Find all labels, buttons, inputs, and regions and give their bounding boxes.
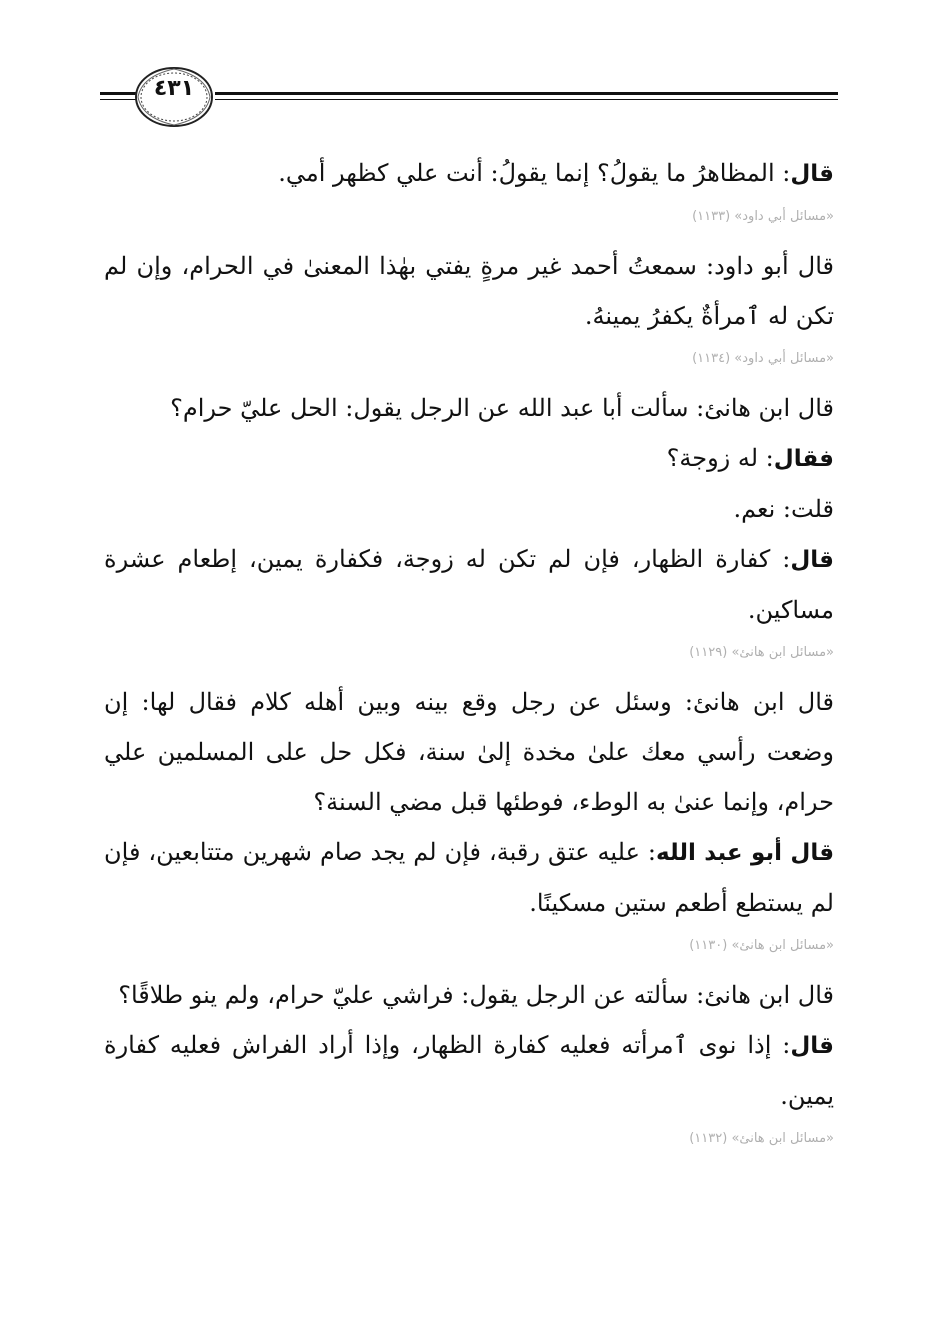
paragraph-text: قال أبو داود: سمعتُ أحمد غير مرةٍ يفتي بهٰذا المعنىٰ في الحرام، وإن لم تكن له ٱمرأةٌ يكفرُ يمينهُ. [104,252,834,330]
speaker-keyword: قال [790,547,834,573]
paragraph-text: قال ابن هانئ: سألته عن الرجل يقول: فراشي عليّ حرام، ولم ينو طلاقًا؟ [118,981,834,1009]
entry [104,677,834,960]
header-rule [100,92,136,95]
paragraph-text: قال ابن هانئ: سألت أبا عبد الله عن الرجل يقول: الحل عليّ حرام؟ [170,394,834,422]
paragraph-text: : عليه عتق رقبة، فإن لم يجد صام شهرين متتابعين، فإن لم يستطع أطعم ستين مسكينًا. [104,838,834,917]
paragraph [104,677,834,827]
speaker-keyword: قال أبو عبد الله [656,840,835,866]
paragraph-text: قال ابن هانئ: وسئل عن رجل وقع بينه وبين أهله كلام فقال لها: إن وضعت رأسي معك علىٰ مخدة إلىٰ سنة، فكل حل على المسلمين علي حرام، وإنما عنىٰ به الوطء، فوطئها قبل مضي السنة؟ [104,688,834,816]
source-citation: «مسائل ابن هانئ» (١١٣٠) [689,938,834,953]
paragraph-text: : له زوجة؟ [666,444,774,472]
paragraph [104,827,834,928]
paragraph [104,484,834,534]
paragraph [104,534,834,635]
paragraph [104,970,834,1020]
entry [104,970,834,1153]
header-rule [100,99,136,100]
source-citation: «مسائل ابن هانئ» (١١٢٩) [689,645,834,660]
speaker-keyword: قال [790,161,834,187]
paragraph-text: : المظاهرُ ما يقولُ؟ إنما يقولُ: أنت علي كظهر أمي. [278,159,791,187]
header-rule [215,92,838,95]
paragraph-text: : كفارة الظهار، فإن لم تكن له زوجة، فكفارة يمين، إطعام عشرة مساكين. [104,545,834,624]
entry [104,241,834,373]
page-header [100,62,838,142]
main-text [104,148,834,1163]
paragraph-text: قلت: نعم. [733,495,834,523]
source-citation: «مسائل أبي داود» (١١٣٣) [692,209,834,224]
entry [104,148,834,231]
paragraph [104,383,834,433]
paragraph [104,1020,834,1121]
speaker-keyword: فقال [773,446,834,472]
page-number: ٤٣١ [153,76,195,101]
source-citation: «مسائل أبي داود» (١١٣٤) [692,351,834,366]
header-rule [215,99,838,100]
paragraph-text: : إذا نوى ٱمرأته فعليه كفارة الظهار، وإذا أراد الفراش فعليه كفارة يمين. [104,1031,834,1110]
paragraph [104,433,834,484]
paragraph [104,241,834,341]
speaker-keyword: قال [790,1033,834,1059]
paragraph [104,148,834,199]
source-citation: «مسائل ابن هانئ» (١١٣٢) [689,1131,834,1146]
entry [104,383,834,667]
